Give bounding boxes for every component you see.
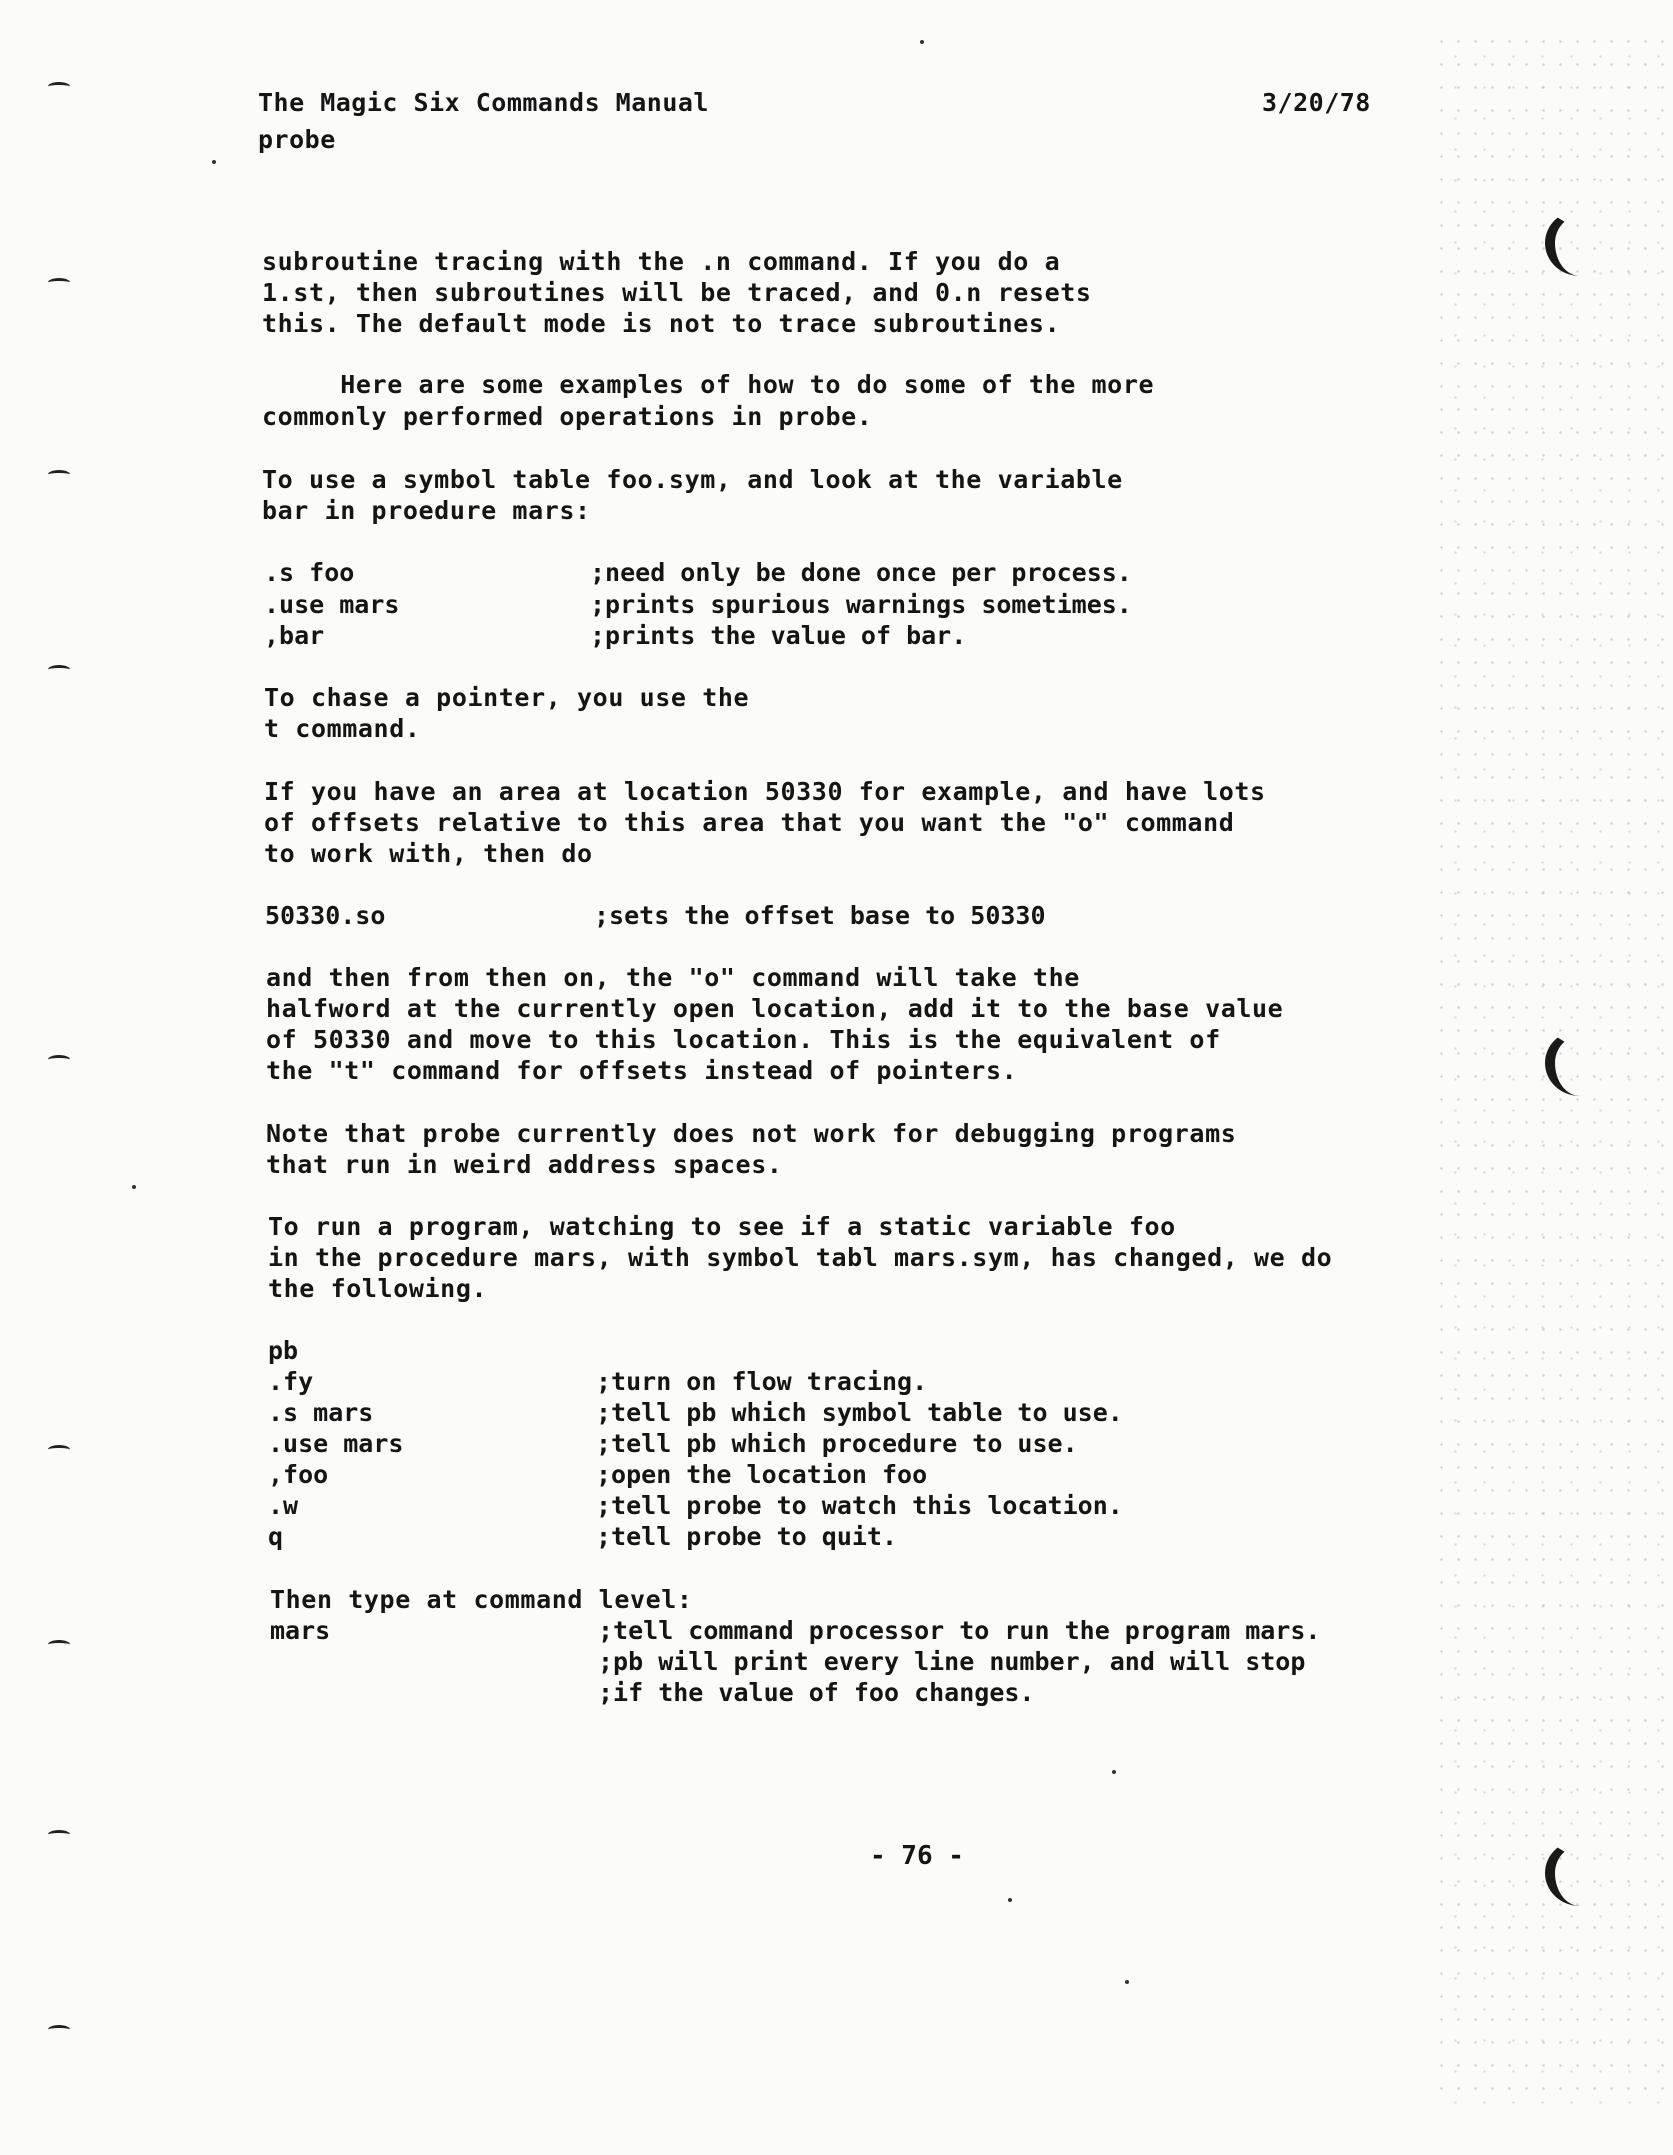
text-line: to work with, then do [264, 839, 593, 868]
punch-hole-top [1545, 210, 1615, 276]
punch-hole-middle [1545, 1030, 1615, 1096]
command-comment: ;sets the offset base to 50330 [594, 901, 1046, 930]
speck [920, 40, 924, 44]
speck [1112, 1770, 1116, 1774]
command: .w [268, 1491, 299, 1520]
text-line: the following. [268, 1274, 488, 1303]
command-comment: ;tell command processor to run the program mars. [598, 1616, 1321, 1645]
command-comment: ;if the value of foo changes. [598, 1678, 1035, 1707]
command: .fy [268, 1367, 314, 1396]
command: q [268, 1522, 284, 1551]
margin-mark [48, 665, 70, 674]
command: .use mars [264, 590, 400, 619]
command-comment: ;need only be done once per process. [590, 558, 1132, 587]
command-comment: ;tell probe to quit. [596, 1522, 898, 1551]
text-line: To run a program, watching to see if a static variable foo [268, 1212, 1176, 1241]
command: .use mars [268, 1429, 404, 1458]
text-line: Then type at command level: [270, 1585, 693, 1614]
margin-mark [48, 1445, 70, 1454]
text-line: Note that probe currently does not work for debugging programs [266, 1119, 1237, 1148]
margin-mark [48, 1055, 70, 1064]
text-line: of 50330 and move to this location. This is the equivalent of [266, 1025, 1221, 1054]
command-comment: ;open the location foo [596, 1460, 928, 1489]
text-line: To use a symbol table foo.sym, and look at the variable [262, 465, 1123, 494]
command-comment: ;prints spurious warnings sometimes. [590, 590, 1132, 619]
speck [212, 160, 216, 164]
speck [1125, 1980, 1129, 1984]
command: .s foo [264, 558, 355, 587]
text-line: that run in weird address spaces. [266, 1150, 783, 1179]
command-comment: ;tell pb which procedure to use. [596, 1429, 1078, 1458]
text-line: commonly performed operations in probe. [262, 402, 873, 431]
command-comment: ;tell pb which symbol table to use. [596, 1398, 1123, 1427]
text-line: this. The default mode is not to trace subroutines. [262, 309, 1061, 338]
page-number: - 76 - [870, 1841, 964, 1871]
margin-mark [48, 2025, 70, 2034]
section-name: probe [258, 125, 336, 154]
margin-mark [48, 1830, 70, 1839]
text-line: If you have an area at location 50330 for example, and have lots [264, 777, 1266, 806]
text-line: in the procedure mars, with symbol tabl mars.sym, has changed, we do [268, 1243, 1333, 1272]
command: ,bar [264, 621, 325, 650]
command: ,foo [268, 1460, 329, 1489]
text-line: Here are some examples of how to do some of the more [262, 370, 1155, 399]
punch-hole-bottom [1545, 1840, 1615, 1906]
text-line: halfword at the currently open location, add it to the base value [266, 994, 1284, 1023]
speck [1008, 1898, 1012, 1902]
text-line: subroutine tracing with the .n command. If you do a [262, 247, 1061, 276]
text-line: and then from then on, the "o" command will take the [266, 963, 1080, 992]
command-comment: ;tell probe to watch this location. [596, 1491, 1123, 1520]
text-line: 1.st, then subroutines will be traced, and 0.n resets [262, 278, 1092, 307]
header-date: 3/20/78 [1262, 88, 1371, 117]
command-comment: ;prints the value of bar. [590, 621, 967, 650]
text-line: t command. [264, 714, 421, 743]
text-line: To chase a pointer, you use the [264, 683, 750, 712]
text-line: of offsets relative to this area that you want the "o" command [264, 808, 1235, 837]
command-comment: ;pb will print every line number, and will stop [598, 1647, 1306, 1676]
command: pb [268, 1336, 299, 1365]
margin-mark [48, 1640, 70, 1649]
command-comment: ;turn on flow tracing. [596, 1367, 928, 1396]
text-line: the "t" command for offsets instead of pointers. [266, 1056, 1018, 1085]
margin-mark [48, 278, 70, 287]
margin-mark [48, 470, 70, 479]
margin-mark [48, 82, 70, 91]
text-line: bar in proedure mars: [262, 496, 591, 525]
command: .s mars [268, 1398, 374, 1427]
command: 50330.so [265, 901, 386, 930]
command: mars [270, 1616, 331, 1645]
speck [132, 1185, 136, 1189]
manual-title: The Magic Six Commands Manual [258, 88, 709, 117]
